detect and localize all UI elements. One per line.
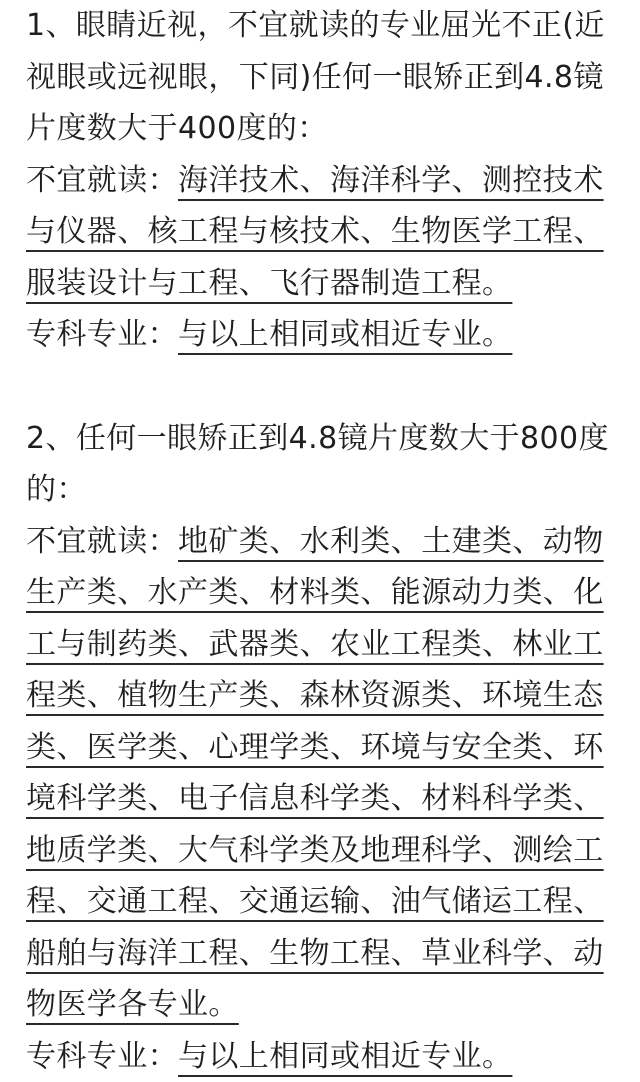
section-1-not-suitable [26,155,618,310]
section-1-not-suitable-label: 不宜就读： [26,163,178,198]
section-2-zhuanke-text: 与以上相同或相近专业。 [178,1039,512,1074]
section-2-not-suitable-label: 不宜就读： [26,524,178,559]
document-body [26,0,618,1082]
section-2 [26,413,618,1082]
section-1-not-suitable-majors: 海洋技术、海洋科学、测控技术与仪器、核工程与核技术、生物医学工程、服装设计与工程、飞行器制造工程。 [26,163,604,301]
section-1-zhuanke [26,309,618,361]
section-1 [26,0,618,361]
section-1-zhuanke-label: 专科专业： [26,317,178,352]
section-1-zhuanke-text: 与以上相同或相近专业。 [178,317,512,352]
section-2-condition: 2、任何一眼矫正到4.8镜片度数大于800度的： [26,413,618,516]
section-2-not-suitable-majors: 地矿类、水利类、土建类、动物生产类、水产类、材料类、能源动力类、化工与制药类、武器类、农业工程类、林业工程类、植物生产类、森林资源类、环境生态类、医学类、心理学类、环境与安全类、环境科学类、电子信息科学类、材料科学类、地质学类、大气科学类及地理科学、测绘工程、交通工程、交通运输、油气储运工程、船舶与海洋工程、生物工程、草业科学、动物医学各专业。 [26,524,604,1023]
section-2-not-suitable [26,516,618,1031]
section-2-zhuanke-label: 专科专业： [26,1039,178,1074]
section-2-zhuanke [26,1031,618,1082]
section-1-condition: 1、眼睛近视，不宜就读的专业屈光不正(近视眼或远视眼，下同)任何一眼矫正到4.8镜片度数大于400度的： [26,0,618,155]
